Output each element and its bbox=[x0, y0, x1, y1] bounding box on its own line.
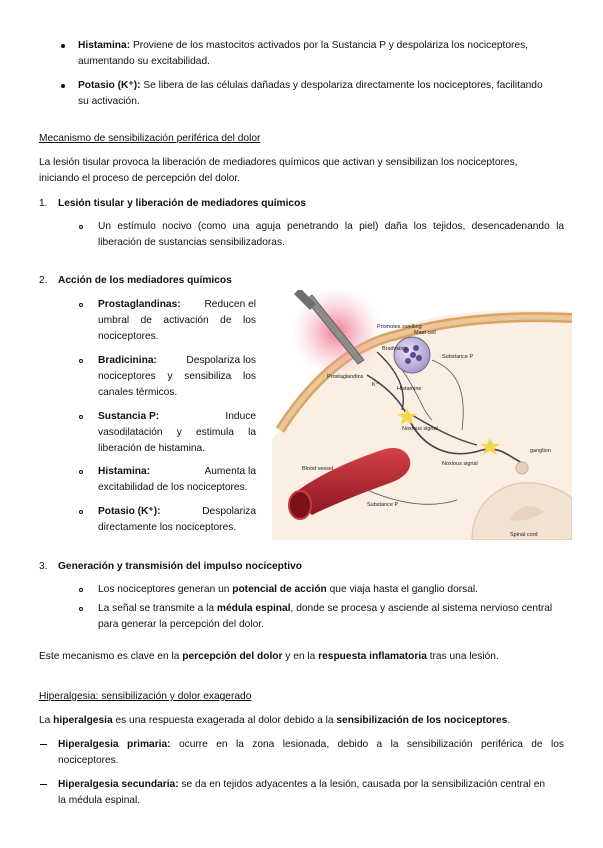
label-substance-p: Substance P bbox=[367, 502, 399, 508]
hiperalgesia-secundaria: Hiperalgesia secundaria: se da en tejidos adyacentes a la lesión, causada por la sensibilización central en bbox=[58, 779, 546, 790]
mediator-prostaglandinas: Prostaglandinas: Reducen el bbox=[98, 299, 256, 310]
label-k: K⁺ bbox=[372, 382, 379, 388]
paragraph: nociceptores. bbox=[58, 755, 119, 766]
label-spinal-cord: Spinal cord bbox=[510, 532, 538, 538]
mediator-text: umbral de activación de los bbox=[98, 315, 256, 326]
step-text: liberación de sustancias sensibilizadoras. bbox=[98, 237, 285, 248]
bullet-text: su activación. bbox=[78, 96, 140, 107]
hiperalgesia-primaria: Hiperalgesia primaria: ocurre en la zona lesionada, debido a la sensibilización periférica de los bbox=[58, 739, 564, 750]
label-blood-vessel: Blood vessel bbox=[302, 466, 334, 472]
paragraph: la médula espinal. bbox=[58, 795, 141, 806]
label-promotes-swelling: Promotes swelling bbox=[377, 324, 422, 330]
sub-bullet bbox=[79, 359, 83, 363]
mediator-sustancia-p: Sustancia P: Induce bbox=[98, 411, 256, 422]
label-noxious-signal: Noxious signal bbox=[402, 426, 438, 432]
step-text: La señal se transmite a la médula espinal, donde se procesa y asciende al sistema nervioso central bbox=[98, 603, 553, 614]
bullet-text: aumentando su excitabilidad. bbox=[78, 56, 210, 67]
dash-bullet bbox=[40, 744, 47, 745]
step-title: Lesión tisular y liberación de mediadores químicos bbox=[58, 198, 306, 209]
mediator-histamina: Histamina: Aumenta la bbox=[98, 466, 256, 477]
sub-bullet bbox=[79, 588, 83, 592]
label-bradykinin: Bradykinin bbox=[382, 346, 408, 352]
mediator-text: excitabilidad de los nociceptores. bbox=[98, 482, 248, 493]
granule bbox=[405, 358, 411, 364]
paragraph: La hiperalgesia es una respuesta exagerada al dolor debido a la sensibilización de los nociceptores. bbox=[39, 715, 511, 726]
label-ganglion: ganglion bbox=[530, 448, 551, 454]
bullet-histamina: Histamina: Proviene de los mastocitos activados por la Sustancia P y despolariza los nociceptores, bbox=[78, 40, 529, 51]
nociceptor-figure bbox=[272, 290, 572, 540]
dash-bullet bbox=[40, 784, 47, 785]
paragraph: La lesión tisular provoca la liberación de mediadores químicos que activan y sensibilizan los nociceptores, bbox=[39, 157, 518, 168]
conclusion: Este mecanismo es clave en la percepción del dolor y en la respuesta inflamatoria tras una lesión. bbox=[39, 651, 499, 662]
granule bbox=[416, 355, 422, 361]
sub-bullet bbox=[79, 510, 83, 514]
label-mast-cell: Mast cell bbox=[414, 330, 436, 336]
paragraph: iniciando el proceso de percepción del dolor. bbox=[39, 173, 241, 184]
step-number: 1. bbox=[39, 198, 48, 209]
mediator-text: liberación de histamina. bbox=[98, 443, 206, 454]
mediator-text: nociceptores y sensibiliza los bbox=[98, 371, 256, 382]
bullet bbox=[61, 44, 65, 48]
mediator-text: directamente los nociceptores. bbox=[98, 522, 237, 533]
step-text: para generar la percepción del dolor. bbox=[98, 619, 264, 630]
label-substance-p: Substance P bbox=[442, 354, 474, 360]
mediator-potasio: Potasio (K⁺): Despolariza bbox=[98, 506, 256, 517]
section-heading: Hiperalgesia: sensibilización y dolor exagerado bbox=[39, 691, 252, 702]
sub-bullet bbox=[79, 470, 83, 474]
sub-bullet bbox=[79, 607, 83, 611]
sub-bullet bbox=[79, 303, 83, 307]
label-histamine: Histamine bbox=[397, 386, 422, 392]
section-heading: Mecanismo de sensibilización periférica del dolor bbox=[39, 133, 261, 144]
granule bbox=[413, 345, 419, 351]
mediator-text: canales térmicos. bbox=[98, 387, 178, 398]
label-noxious-signal: Noxious signal bbox=[442, 461, 478, 467]
bullet-potasio: Potasio (K⁺): Se libera de las células dañadas y despolariza directamente los nociceptores, facilitando bbox=[78, 80, 543, 91]
mediator-text: vasodilatación y estimula la bbox=[98, 427, 256, 438]
bullet bbox=[61, 84, 65, 88]
granule bbox=[410, 352, 416, 358]
label-prostaglandins: Prostaglandins bbox=[327, 374, 364, 380]
step-title: Acción de los mediadores químicos bbox=[58, 275, 232, 286]
vessel-lumen bbox=[289, 491, 311, 519]
step-text: Los nociceptores generan un potencial de acción que viaja hasta el ganglio dorsal. bbox=[98, 584, 478, 595]
step-number: 2. bbox=[39, 275, 48, 286]
mediator-text: nociceptores. bbox=[98, 331, 159, 342]
step-title: Generación y transmisión del impulso nociceptivo bbox=[58, 561, 302, 572]
sub-bullet bbox=[79, 225, 83, 229]
sub-bullet bbox=[79, 415, 83, 419]
step-number: 3. bbox=[39, 561, 48, 572]
ganglion bbox=[516, 462, 528, 474]
step-text: Un estímulo nocivo (como una aguja penetrando la piel) daña los tejidos, desencadenando la bbox=[98, 221, 564, 232]
mediator-bradicinina: Bradicinina: Despolariza los bbox=[98, 355, 256, 366]
